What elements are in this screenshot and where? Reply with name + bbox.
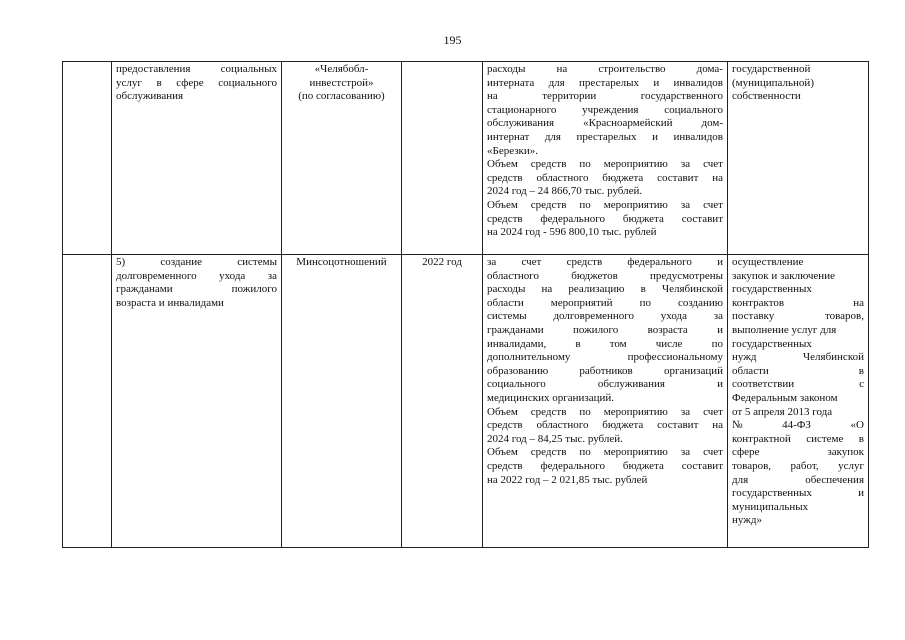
text-line: области мероприятий по созданию xyxy=(487,296,723,309)
text-line: контрактов на xyxy=(732,296,864,309)
deadline-cell: 2022 год xyxy=(402,255,483,548)
measure-cell xyxy=(112,62,282,255)
text-line: предоставления социальных xyxy=(116,63,277,75)
text-line: № 44-ФЗ «О xyxy=(732,419,864,432)
text-line: от 5 апреля 2013 года xyxy=(732,405,833,418)
text-line: системы долговременного ухода за xyxy=(487,310,723,323)
text-line: медицинских организаций. xyxy=(487,391,615,404)
text-line: (муниципальной) xyxy=(732,76,814,89)
form-cell xyxy=(728,255,869,548)
text-line: средств областного бюджета составит на xyxy=(487,419,723,432)
text-line: 5) создание системы xyxy=(116,256,277,268)
text-line: осуществление xyxy=(732,256,804,268)
row-index-cell xyxy=(63,255,112,548)
text-line: товаров, работ, услуг xyxy=(732,459,864,472)
text-line: Объем средств по мероприятию за счет xyxy=(487,446,723,459)
text-line: государственных xyxy=(732,337,812,350)
text-line: Федеральным законом xyxy=(732,391,838,404)
text-line: средств областного бюджета составит на xyxy=(487,171,723,184)
text-line: социального обслуживания и xyxy=(487,378,723,391)
form-cell xyxy=(728,62,869,255)
text-line: нужд» xyxy=(732,514,762,527)
text-line: возраста и инвалидами xyxy=(116,296,224,309)
text-line: «Челябобл- xyxy=(314,63,369,75)
text-line: средств федерального бюджета составит xyxy=(487,459,723,472)
text-line: стационарного учреждения социального xyxy=(487,103,723,116)
measures-table xyxy=(62,61,869,548)
executor-cell xyxy=(282,255,402,548)
text-line: Минсоцотношений xyxy=(296,256,387,268)
text-line: «Березки». xyxy=(487,144,539,157)
text-line: области в xyxy=(732,364,864,377)
text-line: средств федерального бюджета составит xyxy=(487,212,723,225)
page-number: 195 xyxy=(443,33,462,47)
text-line: инвестстрой» xyxy=(309,76,374,89)
text-line: закупок и заключение xyxy=(732,269,835,282)
table-row xyxy=(63,255,869,548)
text-line: инвалидами, в том числе по xyxy=(487,337,723,350)
text-line: образованию работников организаций xyxy=(487,364,723,377)
text-line: муниципальных xyxy=(732,500,809,513)
text-line: Объем средств по мероприятию за счет xyxy=(487,405,723,418)
result-cell xyxy=(483,255,728,548)
text-line: областного бюджетов предусмотрены xyxy=(487,269,723,282)
measure-cell xyxy=(112,255,282,548)
row-index-cell xyxy=(63,62,112,255)
text-line: выполнение услуг для xyxy=(732,323,837,336)
text-line: Объем средств по мероприятию за счет xyxy=(487,198,723,211)
text-line: долговременного ухода за xyxy=(116,269,277,282)
text-line: обслуживания «Красноармейский дом- xyxy=(487,117,723,130)
text-line: для обеспечения xyxy=(732,473,864,486)
text-line: государственных xyxy=(732,283,812,296)
text-line: 2024 год – 84,25 тыс. рублей. xyxy=(487,432,623,445)
text-line: обслуживания xyxy=(116,90,184,103)
text-line: гражданами пожилого возраста и xyxy=(487,323,723,336)
text-line: контрактной системе в xyxy=(732,432,864,445)
text-line: Объем средств по мероприятию за счет xyxy=(487,158,723,171)
text-line: интернат для престарелых и инвалидов xyxy=(487,130,723,143)
result-cell xyxy=(483,62,728,255)
text-line: собственности xyxy=(732,90,801,103)
text-line: дополнительному профессиональному xyxy=(487,351,723,364)
text-line: сфере закупок xyxy=(732,446,864,459)
text-line: поставку товаров, xyxy=(732,310,864,323)
text-line: расходы на реализацию в Челябинской xyxy=(487,283,723,296)
text-line: интерната для престарелых и инвалидов xyxy=(487,76,723,89)
text-line: на территории государственного xyxy=(487,90,723,103)
text-line: соответствии с xyxy=(732,378,864,391)
text-line: государственных и xyxy=(732,487,864,500)
text-line: гражданами пожилого xyxy=(116,283,277,296)
executor-cell xyxy=(282,62,402,255)
text-line: за счет средств федерального и xyxy=(487,256,723,268)
deadline-cell xyxy=(402,62,483,255)
text-line: 2024 год – 24 866,70 тыс. рублей. xyxy=(487,185,643,198)
text-line: (по согласованию) xyxy=(298,90,385,103)
text-line: услуг в сфере социального xyxy=(116,76,277,89)
text-line: расходы на строительство дома- xyxy=(487,63,723,75)
text-line: государственной xyxy=(732,63,811,75)
text-line: на 2024 год - 596 800,10 тыс. рублей xyxy=(487,226,657,239)
text-line: на 2022 год – 2 021,85 тыс. рублей xyxy=(487,473,648,486)
table-row xyxy=(63,62,869,255)
text-line: нужд Челябинской xyxy=(732,351,864,364)
